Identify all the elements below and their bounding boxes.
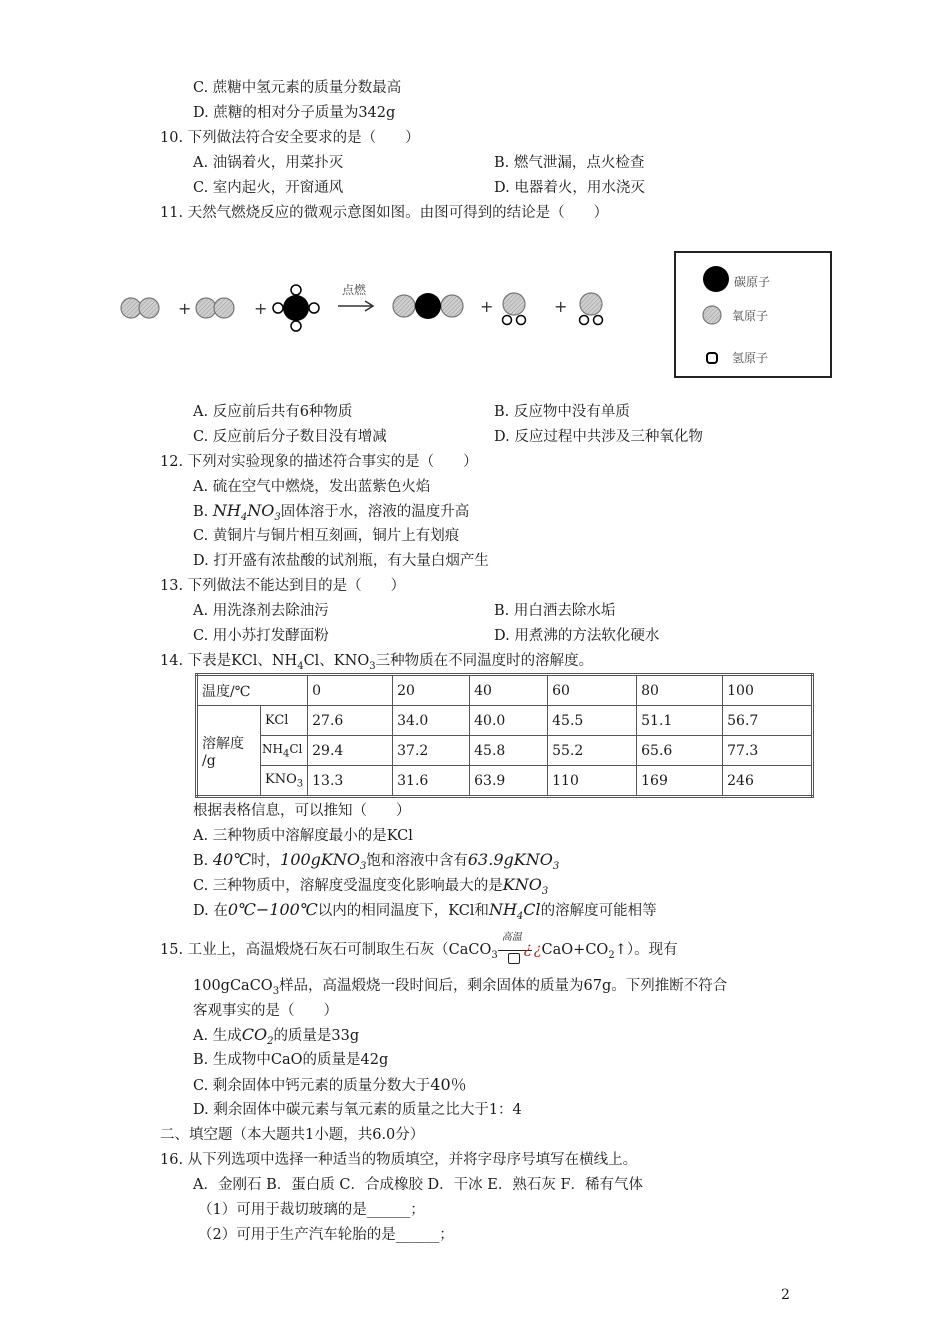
water-molecule-1 — [503, 293, 526, 325]
table-cell: 80 — [637, 675, 723, 706]
q16-options: A．金刚石 B．蛋白质 C．合成橡胶 D．干冰 E．熟石灰 F．稀有气体 — [193, 1177, 644, 1193]
q11-stem: 11. 天然气燃烧反应的微观示意图如图。由图可得到的结论是（ ） — [160, 205, 609, 221]
table-row-name-kno3: $KNO_3$ — [261, 766, 308, 797]
q15-option-d: D. 剩余固体中碳元素与氧元素的质量之比大于1：4 — [193, 1102, 522, 1118]
q10-option-d: D. 电器着火，用水浇灭 — [494, 180, 645, 196]
plus-sign-1: + — [178, 299, 192, 318]
table-cell: 246 — [723, 766, 813, 797]
table-row-name-nh4cl: $NH_4Cl$ — [261, 736, 308, 766]
table-cell: 169 — [637, 766, 723, 797]
table-header-row — [197, 675, 813, 706]
q14-option-c: C. 三种物质中，溶解度受温度变化影响最大的是$KNO_3$ — [193, 875, 549, 898]
table-cell: 51.1 — [637, 706, 723, 736]
oxygen-molecule-2 — [196, 298, 234, 318]
hydrogen-atom-symbol — [707, 353, 717, 363]
legend-hydrogen: 氢原子 — [732, 351, 769, 365]
q9-option-d: D. 蔗糖的相对分子质量为342g — [193, 105, 396, 121]
table-cell: 34.0 — [393, 706, 470, 736]
reaction-diagram — [110, 248, 840, 378]
table-cell: 55.2 — [548, 736, 637, 766]
table-header-temp: 温度/℃ — [197, 675, 308, 706]
plus-sign-2: + — [254, 299, 268, 318]
table-row — [197, 706, 813, 736]
table-row — [197, 766, 813, 797]
q11-option-a: A. 反应前后共有6种物质 — [193, 404, 353, 420]
placeholder-box-icon — [508, 953, 520, 964]
table-cell: 31.6 — [393, 766, 470, 797]
table-cell: 63.9 — [470, 766, 548, 797]
q16-sub2: （2）可用于生产汽车轮胎的是______； — [198, 1227, 454, 1243]
q16-sub1: （1）可用于裁切玻璃的是______； — [198, 1202, 425, 1218]
q12-option-b: B. $NH_4NO_3$固体溶于水，溶液的温度升高 — [193, 501, 470, 524]
carbon-atom-symbol — [703, 266, 729, 292]
q12-option-d: D. 打开盛有浓盐酸的试剂瓶，有大量白烟产生 — [193, 553, 489, 569]
table-cell: 100 — [723, 675, 813, 706]
plus-sign-4: + — [554, 297, 568, 316]
table-row-label: 溶解度 /g — [197, 706, 261, 797]
q14-stem: 14. 下表是KCl、$NH_4Cl$、$KNO_3$三种物质在不同温度时的溶解度。 — [160, 653, 594, 672]
q13-option-c: C. 用小苏打发酵面粉 — [193, 628, 329, 644]
table-cell: 29.4 — [308, 736, 393, 766]
table-cell: 27.6 — [308, 706, 393, 736]
table-row-name-kcl: KCl — [261, 706, 308, 736]
methane-molecule — [273, 285, 319, 331]
carbon-dioxide-molecule — [393, 293, 463, 319]
q15-option-a: A. 生成$CO_2$的质量是33g — [193, 1025, 360, 1048]
q11-option-c: C. 反应前后分子数目没有增减 — [193, 429, 387, 445]
q15-line2: 100gCaCO$_3$样品，高温煅烧一段时间后，剩余固体的质量为67g。下列推断不符合 — [193, 978, 728, 997]
q13-option-d: D. 用煮沸的方法软化硬水 — [494, 628, 660, 644]
q12-option-a: A. 硫在空气中燃烧，发出蓝紫色火焰 — [193, 479, 431, 495]
table-cell: 40.0 — [470, 706, 548, 736]
diagram-legend — [674, 251, 832, 378]
q14-after-table: 根据表格信息，可以推知（ ） — [193, 803, 411, 819]
plus-sign-3: + — [480, 297, 494, 316]
q13-option-a: A. 用洗涤剂去除油污 — [193, 603, 329, 619]
q15-line3: 客观事实的是（ ） — [193, 1003, 338, 1019]
table-row — [197, 736, 813, 766]
table-cell: 56.7 — [723, 706, 813, 736]
table-cell: 77.3 — [723, 736, 813, 766]
q14-option-b: B. 40℃时，100gKNO$_3$饱和溶液中含有63.9gKNO$_3$ — [193, 850, 560, 873]
q13-stem: 13. 下列做法不能达到目的是（ ） — [160, 578, 406, 594]
oxygen-molecule-1 — [121, 298, 159, 318]
water-molecule-2 — [580, 293, 603, 325]
q12-option-c: C. 黄铜片与铜片相互刻画，铜片上有划痕 — [193, 528, 460, 544]
table-cell: 13.3 — [308, 766, 393, 797]
q14-option-d: D. 在0℃−100℃以内的相同温度下，KCl和$NH_4Cl$的溶解度可能相等 — [193, 900, 657, 923]
q14-option-a: A. 三种物质中溶解度最小的是KCl — [193, 828, 413, 844]
q11-option-d: D. 反应过程中共涉及三种氧化物 — [494, 429, 703, 445]
table-cell: 45.5 — [548, 706, 637, 736]
q10-option-a: A. 油锅着火，用菜扑灭 — [193, 155, 344, 171]
q10-stem: 10. 下列做法符合安全要求的是（ ） — [160, 130, 420, 146]
page-number: 2 — [781, 1287, 790, 1303]
table-cell: 65.6 — [637, 736, 723, 766]
table-cell: 37.2 — [393, 736, 470, 766]
table-cell: 110 — [548, 766, 637, 797]
q12-stem: 12. 下列对实验现象的描述符合事实的是（ ） — [160, 454, 478, 470]
q13-option-b: B. 用白酒去除水垢 — [494, 603, 616, 619]
q16-stem: 16. 从下列选项中选择一种适当的物质填空，并将字母序号填写在横线上。 — [160, 1152, 638, 1168]
q10-option-b: B. 燃气泄漏，点火检查 — [494, 155, 645, 171]
table-cell: 40 — [470, 675, 548, 706]
q15-stem: 15. 工业上，高温煅烧石灰石可制取生石灰（CaCO$_3$ 高温 ¿ ¿$CaO+CO_2↑$）。现有 — [160, 940, 678, 966]
q11-option-b: B. 反应物中没有单质 — [494, 404, 630, 420]
q9-option-c: C. 蔗糖中氢元素的质量分数最高 — [193, 80, 402, 96]
q10-option-c: C. 室内起火，开窗通风 — [193, 180, 344, 196]
legend-oxygen: 氧原子 — [732, 309, 769, 323]
table-cell: 0 — [308, 675, 393, 706]
legend-carbon: 碳原子 — [734, 275, 771, 289]
section-2-title: 二、填空题（本大题共1小题，共6.0分） — [160, 1127, 425, 1143]
oxygen-atom-symbol — [703, 306, 721, 324]
q15-arrow-condition: 高温 ¿ — [498, 940, 534, 960]
table-cell: 45.8 — [470, 736, 548, 766]
q15-option-c: C. 剩余固体中钙元素的质量分数大于40％ — [193, 1075, 467, 1094]
solubility-table — [195, 673, 814, 798]
table-cell: 60 — [548, 675, 637, 706]
table-cell: 20 — [393, 675, 470, 706]
q15-option-b: B. 生成物中CaO的质量是42g — [193, 1052, 389, 1068]
condition-label: 点燃 — [342, 283, 367, 297]
